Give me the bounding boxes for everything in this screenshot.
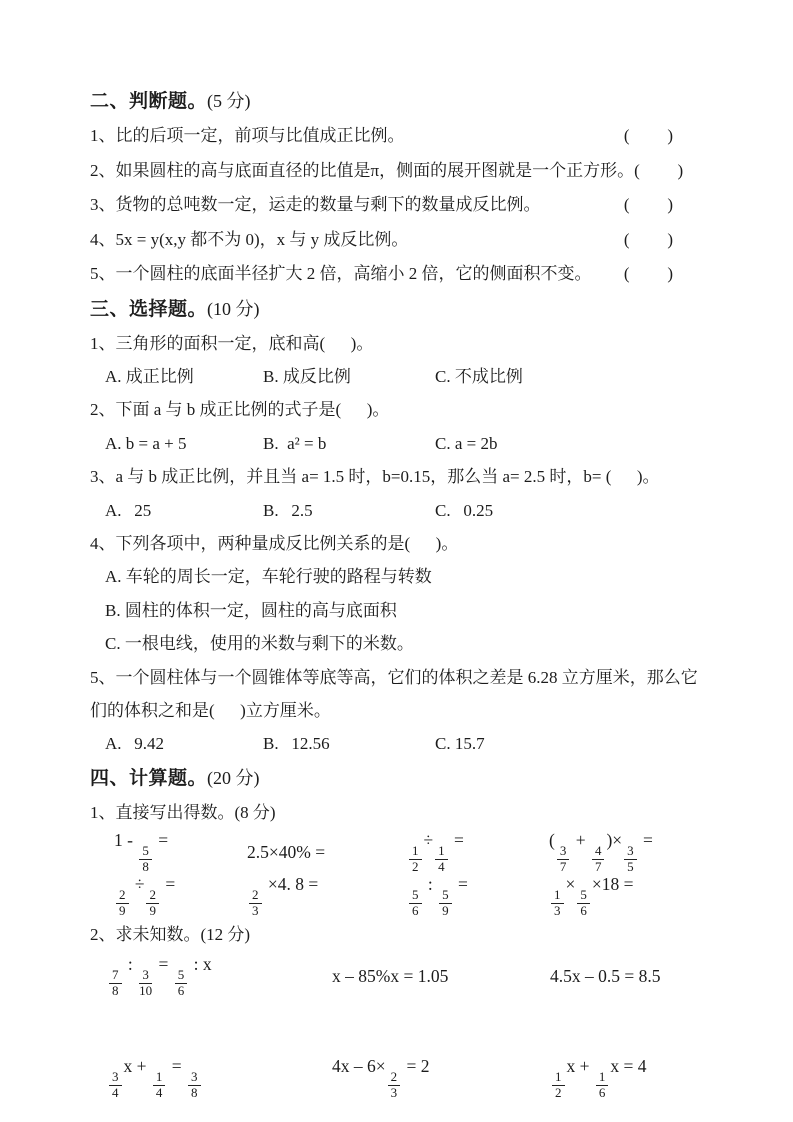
- choice-q4-option-b: B. 圆柱的体积一定，圆柱的高与底面积: [105, 600, 397, 620]
- math-expression: 2.5×40% =: [247, 841, 326, 862]
- choice-q3-option-c: C. 0.25: [435, 500, 494, 520]
- judge-question-5: [90, 257, 707, 292]
- choice-question-2-text: 2、下面 a 与 b 成正比例的式子是( )。: [90, 400, 390, 420]
- choice-question-5-options: [90, 727, 707, 760]
- section-calc-title: 四、计算题。: [90, 767, 208, 789]
- calc-unknown-row-2: [90, 1057, 707, 1101]
- choice-q1-option-b: B. 成反比例: [263, 366, 351, 386]
- section-choice-heading: [90, 292, 707, 327]
- section-calc-heading: [90, 761, 707, 796]
- judge-question-5-text: 5、一个圆柱的底面半径扩大 2 倍，高缩小 2 倍，它的侧面积不变。: [90, 264, 592, 283]
- choice-question-3-options: [90, 494, 707, 527]
- judge-question-2-text: 2、如果圆柱的高与底面直径的比值是π，侧面的展开图就是一个正方形。: [90, 160, 635, 180]
- calc-direct-grid: [90, 830, 707, 918]
- choice-q3-option-b: B. 2.5: [263, 500, 313, 520]
- math-equation: $\frac{3}{4}$ x + $\frac{1}{4}$ = $\frac{3}{8}$: [107, 1056, 332, 1101]
- math-equation: x – 85%x = 1.05: [332, 966, 449, 987]
- choice-q2-option-c: C. a = 2b: [435, 433, 498, 453]
- math-equation: 4.5x – 0.5 = 8.5: [550, 966, 661, 987]
- judge-question-3: [90, 188, 707, 223]
- choice-q5-option-a: A. 9.42: [105, 734, 165, 754]
- math-expression: 1 - $\frac{5}{8}$ =: [114, 829, 169, 874]
- section-judge-title: 二、判断题。: [90, 91, 208, 112]
- judge-answer-blank-1: ( ): [623, 126, 674, 145]
- math-equation: 4x – 6× $\frac{2}{3}$ = 2: [332, 1056, 430, 1101]
- math-expression: $\frac{1}{3}$ × $\frac{5}{6}$ ×18 =: [549, 874, 707, 919]
- math-expression: $\frac{1}{2}$ ÷ $\frac{1}{4}$ =: [407, 830, 549, 875]
- math-expression: $\frac{2}{9}$ ÷ $\frac{2}{9}$ =: [114, 874, 247, 919]
- choice-q5-option-c: C. 15.7: [435, 734, 485, 754]
- judge-answer-blank-5: ( ): [623, 264, 674, 283]
- calc-direct-label: 1、直接写出得数。(8 分): [90, 802, 276, 822]
- choice-q1-option-c: C. 不成比例: [435, 366, 523, 386]
- judge-answer-blank-2: ( ): [634, 160, 685, 180]
- section-judge-score: (5 分): [207, 91, 251, 111]
- choice-question-3-text: 3、a 与 b 成正比例，并且当 a= 1.5 时，b=0.15，那么当 a= 2.5 时，b= ( )。: [90, 467, 660, 487]
- choice-question-1-options: [90, 360, 707, 393]
- choice-question-2-options: [90, 427, 707, 460]
- section-judge-heading: [90, 84, 707, 119]
- section-choice-score: (10 分): [207, 298, 260, 319]
- section-calc-score: (20 分): [207, 767, 260, 788]
- choice-q1-option-a: A. 成正比例: [105, 366, 194, 386]
- choice-question-5-text: 5、一个圆柱体与一个圆锥体等底等高，它们的体积之差是 6.28 立方厘米，那么它们的体积之和是( )立方厘米。: [90, 667, 698, 720]
- choice-question-1-text: 1、三角形的面积一定，底和高( )。: [90, 333, 374, 353]
- choice-q3-option-a: A. 25: [105, 500, 152, 520]
- choice-q2-option-b: B. a² = b: [263, 433, 327, 453]
- judge-answer-blank-4: ( ): [623, 229, 674, 249]
- math-expression: $\frac{2}{3}$ ×4. 8 =: [247, 874, 407, 919]
- choice-q4-option-a: A. 车轮的周长一定，车轮行驶的路程与转数: [105, 567, 432, 587]
- judge-question-4-text: 4、5x = y(x,y 都不为 0)，x 与 y 成反比例。: [90, 229, 409, 249]
- math-equation: $\frac{1}{2}$ x + $\frac{1}{6}$ x = 4: [550, 1056, 707, 1101]
- section-choice-title: 三、选择题。: [90, 298, 208, 320]
- choice-q2-option-a: A. b = a + 5: [105, 433, 187, 453]
- calc-unknown-row-1: [90, 955, 707, 999]
- choice-question-4-text: 4、下列各项中，两种量成反比例关系的是( )。: [90, 533, 459, 553]
- judge-question-2: [90, 154, 707, 189]
- calc-unknown-label: 2、求未知数。(12 分): [90, 925, 251, 945]
- choice-q5-option-b: B. 12.56: [263, 734, 330, 754]
- judge-question-4: [90, 223, 707, 258]
- math-expression: $\frac{5}{6}$ : $\frac{5}{9}$ =: [407, 874, 549, 919]
- judge-question-1-text: 1、比的后项一定，前项与比值成正比例。: [90, 126, 405, 145]
- math-equation: $\frac{7}{8}$ : $\frac{3}{10}$ = $\frac{5}{6}$ : x: [107, 954, 332, 999]
- judge-question-1: [90, 119, 707, 154]
- choice-q4-option-c: C. 一根电线，使用的米数与剩下的米数。: [105, 634, 414, 654]
- judge-answer-blank-3: ( ): [623, 195, 674, 214]
- judge-question-3-text: 3、货物的总吨数一定，运走的数量与剩下的数量成反比例。: [90, 195, 541, 214]
- math-expression: ( $\frac{3}{7}$ + $\frac{4}{7}$ )× $\frac{3}{5}$ =: [549, 829, 653, 874]
